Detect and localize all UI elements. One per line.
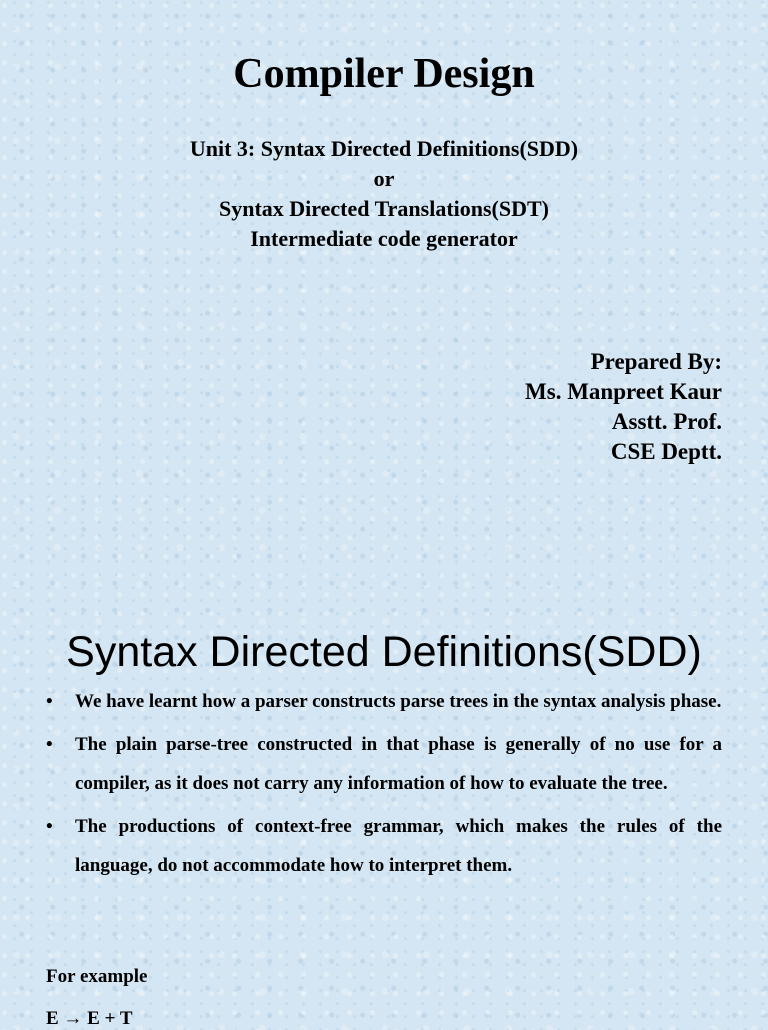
- subtitle-block: [0, 134, 768, 254]
- prepared-by-label: Prepared By:: [590, 349, 722, 374]
- bullet-item: [46, 725, 722, 803]
- bullet-text: The productions of context-free grammar, which makes the rules of the language, do not accommodate how to interpret them.: [75, 816, 722, 876]
- subtitle-line: or: [373, 166, 395, 191]
- example-production: E → E + T: [46, 1008, 133, 1029]
- slide-title: Compiler Design: [233, 51, 535, 97]
- author-name: Ms. Manpreet Kaur: [525, 379, 722, 404]
- bullet-list: [46, 682, 722, 889]
- title-slide: [0, 0, 768, 512]
- author-designation: Asstt. Prof.: [611, 409, 722, 434]
- bullet-icon: •: [46, 691, 53, 712]
- bullet-item: [46, 682, 722, 721]
- bullet-item: [46, 807, 722, 885]
- author-department: CSE Deptt.: [610, 439, 722, 464]
- example-label: For example: [46, 966, 148, 987]
- bullet-text: We have learnt how a parser constructs parse trees in the syntax analysis phase.: [75, 691, 722, 712]
- bullet-text: The plain parse-tree constructed in that phase is generally of no use for a compiler, as it does not carry any information of how to evaluate the tree.: [75, 734, 722, 794]
- author-block: [525, 347, 722, 467]
- bullet-icon: •: [46, 734, 53, 755]
- subtitle-line: Intermediate code generator: [250, 226, 518, 251]
- slide-heading: Syntax Directed Definitions(SDD): [66, 628, 702, 676]
- content-slide: [0, 512, 768, 1029]
- subtitle-line: Syntax Directed Translations(SDT): [218, 196, 550, 221]
- subtitle-line: Unit 3: Syntax Directed Definitions(SDD): [189, 136, 579, 161]
- bullet-icon: •: [46, 816, 53, 837]
